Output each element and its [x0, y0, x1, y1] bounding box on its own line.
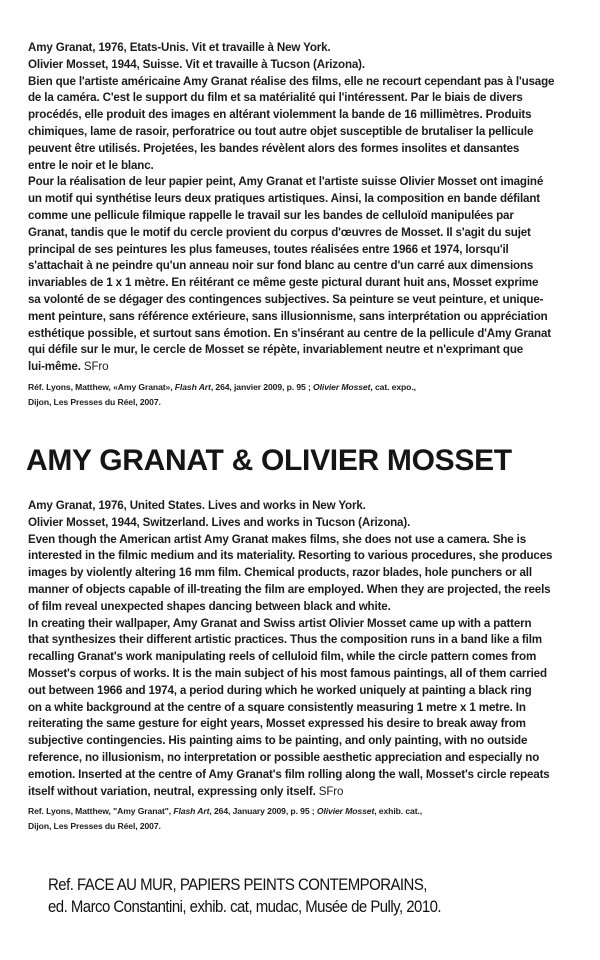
- english-body-line: manner of objects capable of ill-treating the film are employed. When they are projected, the reels: [28, 582, 551, 596]
- english-reference: [28, 804, 582, 834]
- english-body-line: Even though the American artist Amy Granat makes films, she does not use a camera. She is: [28, 532, 527, 546]
- french-ref-journal: Flash Art: [174, 381, 211, 392]
- english-body-line: In creating their wallpaper, Amy Granat and Swiss artist Olivier Mosset came up with a pattern: [28, 616, 532, 630]
- french-ref-type: , cat. expo.,: [370, 381, 416, 392]
- french-body-line: chimiques, lame de rasoir, perforatrice ou tout autre objet susceptible de brutaliser la pellicule: [28, 124, 534, 138]
- french-reference-line-1: [28, 380, 582, 395]
- french-body-line: un motif qui synthétise leurs deux pratiques artistiques. Ainsi, la composition en bande défilant: [28, 192, 540, 206]
- french-ref-issue: , 264, janvier 2009, p. 95 ;: [210, 381, 311, 392]
- french-artist-line-mosset: Olivier Mosset, 1944, Suisse. Vit et travaille à Tucson (Arizona).: [28, 57, 365, 71]
- english-body-line: interested in the filmic medium and its materiality. Resorting to various procedures, she produces: [28, 549, 553, 563]
- publication-reference-line-1: Ref. FACE AU MUR, PAPIERS PEINTS CONTEMPORAINS,: [48, 875, 427, 894]
- french-body-line: sa volonté de se dégager des contingences subjectives. Sa peinture se veut peinture, et unique-: [28, 292, 544, 306]
- english-body-last-line: [28, 784, 582, 801]
- french-last-text: lui-même.: [28, 360, 81, 374]
- french-ref-author: Réf. Lyons, Matthew, «Amy Granat»,: [28, 381, 173, 392]
- french-artist-line-granat: Amy Granat, 1976, Etats-Unis. Vit et travaille à New York.: [28, 41, 331, 54]
- english-signature: SFro: [318, 784, 344, 798]
- english-ref-type: , exhib. cat.,: [374, 806, 423, 817]
- french-body-line: comme une pellicule filmique rappelle le travail sur les bandes de celluloïd manipulées par: [28, 208, 514, 222]
- english-body-line: subjective contingencies. His painting aims to be painting, and only painting, with no outside: [28, 734, 528, 748]
- english-body-line: images by violently altering 16 mm film. Chemical products, razor blades, hole punchers or all: [28, 566, 532, 580]
- english-ref-book: Olivier Mosset: [316, 806, 375, 817]
- publication-reference-line-2: ed. Marco Constantini, exhib. cat, mudac, Musée de Pully, 2010.: [48, 897, 442, 916]
- english-reference-line-1: [28, 804, 582, 819]
- french-body-line: qui défile sur le mur, le cercle de Mosset se répète, invariablement neutre et n'exprimant que: [28, 343, 524, 357]
- french-body-line: de la caméra. C'est le support du film et sa matérialité qui l'intéressent. Par le biais de divers: [28, 91, 523, 105]
- page-title: AMY GRANAT & OLIVIER MOSSET: [26, 444, 512, 477]
- english-body-line: recalling Granat's work manipulating reels of celluloid film, while the circle pattern comes from: [28, 650, 537, 664]
- english-body-line: reiterating the same gesture for eight years, Mosset expressed his desire to break away from: [28, 717, 526, 731]
- english-ref-journal: Flash Art: [173, 806, 210, 817]
- french-body-line: Granat, tandis que le motif du cercle provient du corpus d'œuvres de Mosset. Il s'agit du sujet: [28, 225, 531, 239]
- french-body: [28, 74, 582, 376]
- english-ref-author: Ref. Lyons, Matthew, "Amy Granat",: [28, 806, 172, 817]
- english-reference-line-2: Dijon, Les Presses du Réel, 2007.: [28, 821, 161, 832]
- english-text-block: [28, 498, 582, 834]
- english-last-text: itself without variation, neutral, expressing only itself.: [28, 784, 316, 798]
- french-reference: [28, 380, 582, 410]
- english-body: [28, 532, 582, 801]
- french-body-line: ment peinture, sans référence extérieure, sans illusionnisme, sans interprétation ou appréciation: [28, 309, 548, 323]
- english-artist-line-granat: Amy Granat, 1976, United States. Lives and works in New York.: [28, 499, 366, 512]
- french-body-line: procédés, elle produit des images en altérant violemment la bande de 16 millimètres. Produits: [28, 108, 532, 122]
- english-body-line: Mosset's corpus of works. It is the main subject of his most famous paintings, all of them carried: [28, 666, 547, 680]
- english-body-line: of film reveal unexpected shapes dancing between black and white.: [28, 599, 391, 613]
- french-signature: SFro: [83, 360, 109, 374]
- english-body-line: on a white background at the centre of a square consistently measuring 1 metre x 1 metre. In: [28, 700, 526, 714]
- french-body-last-line: [28, 359, 582, 376]
- english-body-line: that synthesizes their different artistic practices. Thus the composition runs in a band like a film: [28, 633, 542, 647]
- publication-reference: [48, 874, 441, 918]
- french-text-block: [28, 40, 582, 410]
- french-ref-book: Olivier Mosset: [313, 381, 371, 392]
- french-body-line: principal de ses peintures les plus fameuses, toutes réalisées entre 1966 et 1974, lorsqu'il: [28, 242, 509, 256]
- english-body-line: out between 1966 and 1974, a period during which he worked uniquely at painting a black ring: [28, 683, 532, 697]
- english-body-line: reference, no illusionism, no interpretation or possible aesthetic appreciation and especially no: [28, 750, 540, 764]
- french-body-line: Bien que l'artiste américaine Amy Granat réalise des films, elle ne recourt cependant pas à l'usage: [28, 74, 555, 88]
- french-body-line: entre le noir et le blanc.: [28, 158, 154, 172]
- french-body-line: peuvent être utilisés. Projetées, les bandes révèlent alors des formes insolites et dansantes: [28, 141, 520, 155]
- french-body-line: invariables de 1 x 1 mètre. En réitérant ce même geste pictural durant huit ans, Mosset exprime: [28, 276, 539, 290]
- english-body-line: emotion. Inserted at the centre of Amy Granat's film rolling along the wall, Mosset's circle repeats: [28, 767, 550, 781]
- french-body-line: s'attachait à ne peindre qu'un anneau noir sur fond blanc au centre d'un carré aux dimensions: [28, 259, 534, 273]
- french-body-line: esthétique possible, et surtout sans émotion. En s'insérant au centre de la pellicule d'Amy Granat: [28, 326, 551, 340]
- english-ref-issue: , 264, January 2009, p. 95 ;: [209, 806, 315, 817]
- french-reference-line-2: Dijon, Les Presses du Réel, 2007.: [28, 396, 161, 407]
- english-artist-line-mosset: Olivier Mosset, 1944, Switzerland. Lives and works in Tucson (Arizona).: [28, 515, 411, 529]
- french-body-line: Pour la réalisation de leur papier peint, Amy Granat et l'artiste suisse Olivier Mosset ont imaginé: [28, 175, 544, 189]
